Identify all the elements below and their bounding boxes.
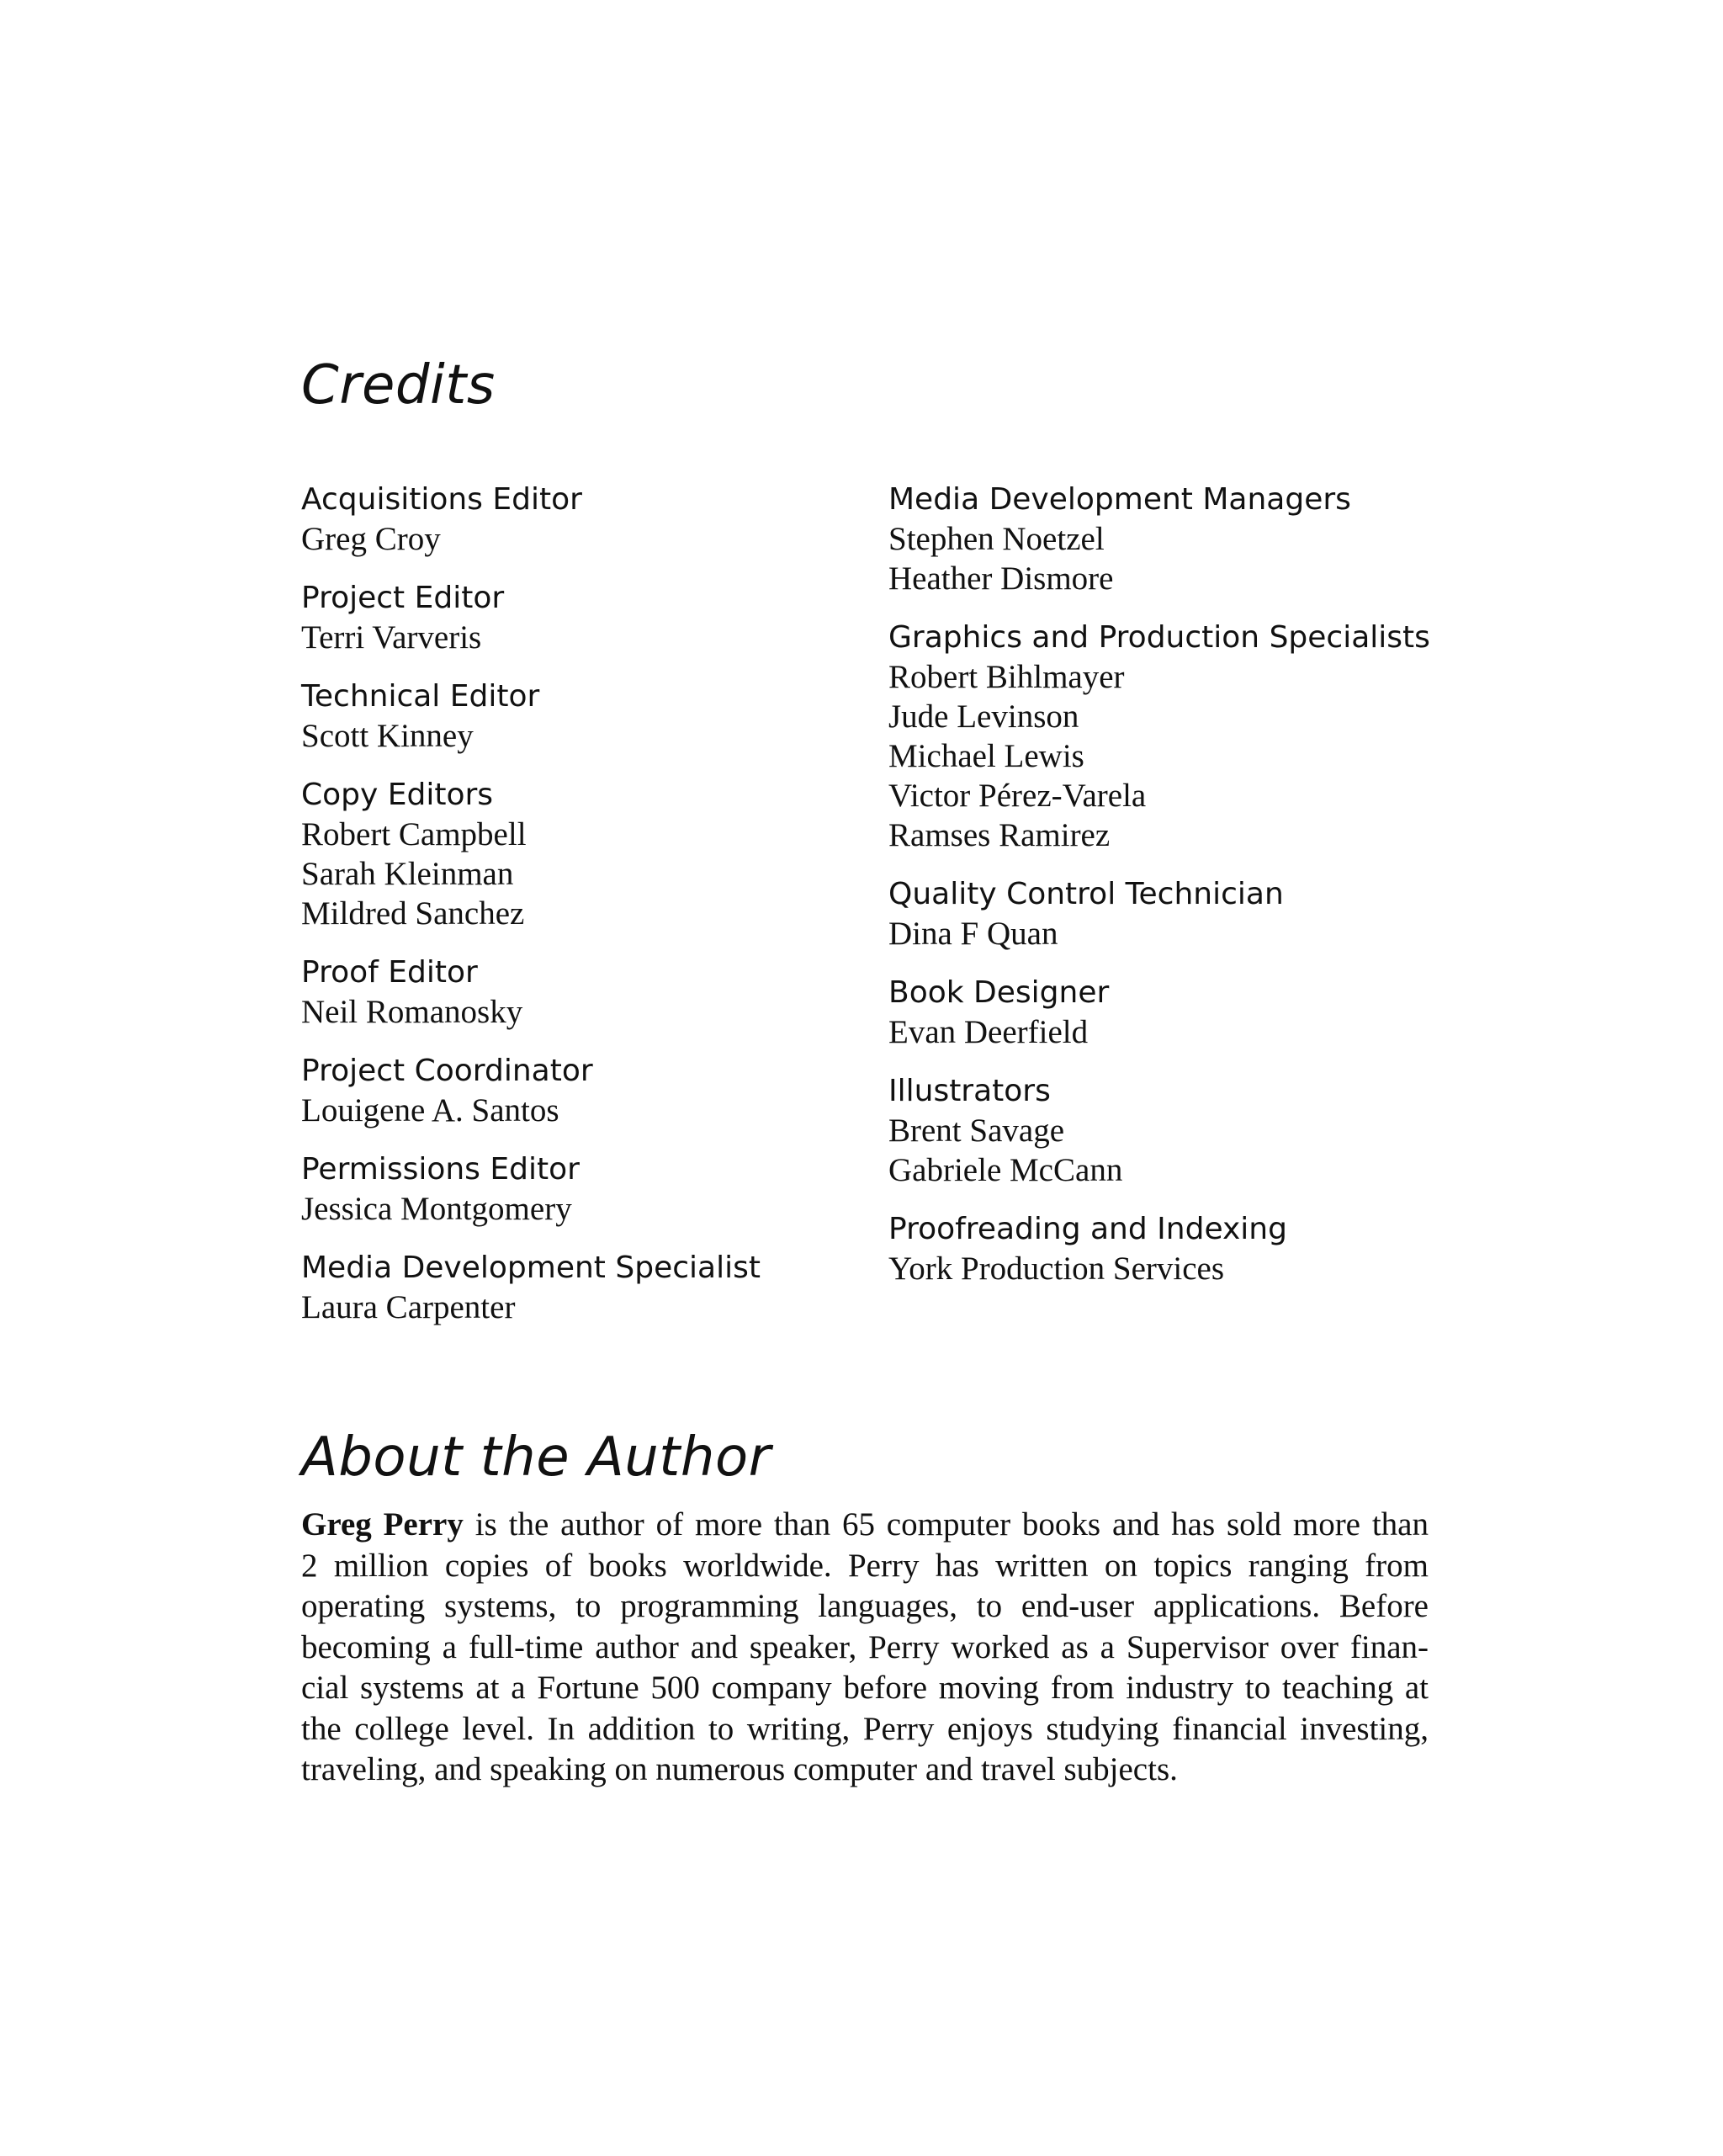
credit-role: Copy Editors: [301, 778, 494, 812]
credit-group: [888, 973, 1494, 1052]
credit-group: [888, 480, 1494, 598]
credit-group: [301, 1248, 856, 1327]
author-bio: [301, 1505, 1429, 1791]
credit-name: York Production Services: [888, 1251, 1225, 1287]
bio-line: 2 million copies of books worldwide. Perry has written on topics ranging from: [301, 1547, 1429, 1584]
credit-group: [888, 618, 1494, 855]
credit-name: Evan Deerfield: [888, 1014, 1089, 1050]
credit-role: Media Development Managers: [888, 482, 1351, 517]
bio-line: operating systems, to programming languages, to end-user applications. Before: [301, 1588, 1429, 1624]
credit-role: Project Editor: [301, 581, 505, 615]
credit-name: Laura Carpenter: [301, 1289, 516, 1325]
credit-group: [301, 953, 856, 1032]
author-name: Greg Perry: [301, 1506, 464, 1543]
credit-group: [301, 775, 856, 933]
about-author-heading: About the Author: [301, 1426, 771, 1489]
credit-group: [888, 1209, 1494, 1288]
credit-name: Terri Varveris: [301, 619, 482, 656]
credit-role: Technical Editor: [301, 679, 540, 714]
credit-role: Book Designer: [888, 975, 1110, 1010]
credit-group: [888, 1071, 1494, 1190]
credit-role: Graphics and Production Specialists: [888, 620, 1430, 655]
credit-name: Scott Kinney: [301, 718, 474, 754]
credit-role: Permissions Editor: [301, 1152, 580, 1187]
credit-name: Jude Levinson: [888, 698, 1079, 735]
credit-name: Dina F Quan: [888, 916, 1058, 952]
credit-group: [301, 578, 856, 657]
bio-line-text: is the author of more than 65 computer books and has sold more than: [463, 1506, 1429, 1543]
credit-name: Ramses Ramirez: [888, 817, 1111, 853]
credit-role: Acquisitions Editor: [301, 482, 582, 517]
credit-name: Heather Dismore: [888, 560, 1114, 597]
credit-role: Proof Editor: [301, 955, 478, 990]
credit-role: Proofreading and Indexing: [888, 1212, 1287, 1246]
bio-line: the college level. In addition to writing, Perry enjoys studying financial investing,: [301, 1710, 1429, 1747]
credits-right-column: [888, 480, 1494, 1308]
credit-name: Robert Campbell: [301, 816, 527, 852]
credit-name: Gabriele McCann: [888, 1152, 1123, 1188]
credit-name: Sarah Kleinman: [301, 856, 514, 892]
credit-name: Greg Croy: [301, 521, 441, 557]
bio-line: traveling, and speaking on numerous computer and travel subjects.: [301, 1751, 1178, 1787]
credits-left-column: [301, 480, 856, 1346]
credit-name: Michael Lewis: [888, 738, 1084, 774]
credit-group: [301, 1150, 856, 1229]
credit-name: Neil Romanosky: [301, 994, 523, 1030]
credit-name: Robert Bihlmayer: [888, 659, 1125, 695]
credit-group: [301, 1051, 856, 1130]
bio-line: becoming a full-time author and speaker, Perry worked as a Supervisor over finan-: [301, 1628, 1429, 1665]
bio-line: [301, 1505, 1429, 1546]
credit-name: Victor Pérez-Varela: [888, 778, 1147, 814]
credit-name: Jessica Montgomery: [301, 1191, 572, 1227]
credit-role: Illustrators: [888, 1074, 1051, 1108]
credit-name: Louigene A. Santos: [301, 1092, 559, 1128]
credit-role: Media Development Specialist: [301, 1251, 761, 1285]
bio-line: cial systems at a Fortune 500 company before moving from industry to teaching at: [301, 1670, 1429, 1706]
credit-group: [888, 874, 1494, 953]
credits-heading: Credits: [301, 354, 496, 417]
credit-group: [301, 677, 856, 756]
credit-name: Stephen Noetzel: [888, 521, 1105, 557]
credit-role: Project Coordinator: [301, 1054, 593, 1088]
credit-name: Brent Savage: [888, 1113, 1065, 1149]
credit-name: Mildred Sanchez: [301, 895, 525, 932]
credit-role: Quality Control Technician: [888, 877, 1284, 911]
credit-group: [301, 480, 856, 559]
